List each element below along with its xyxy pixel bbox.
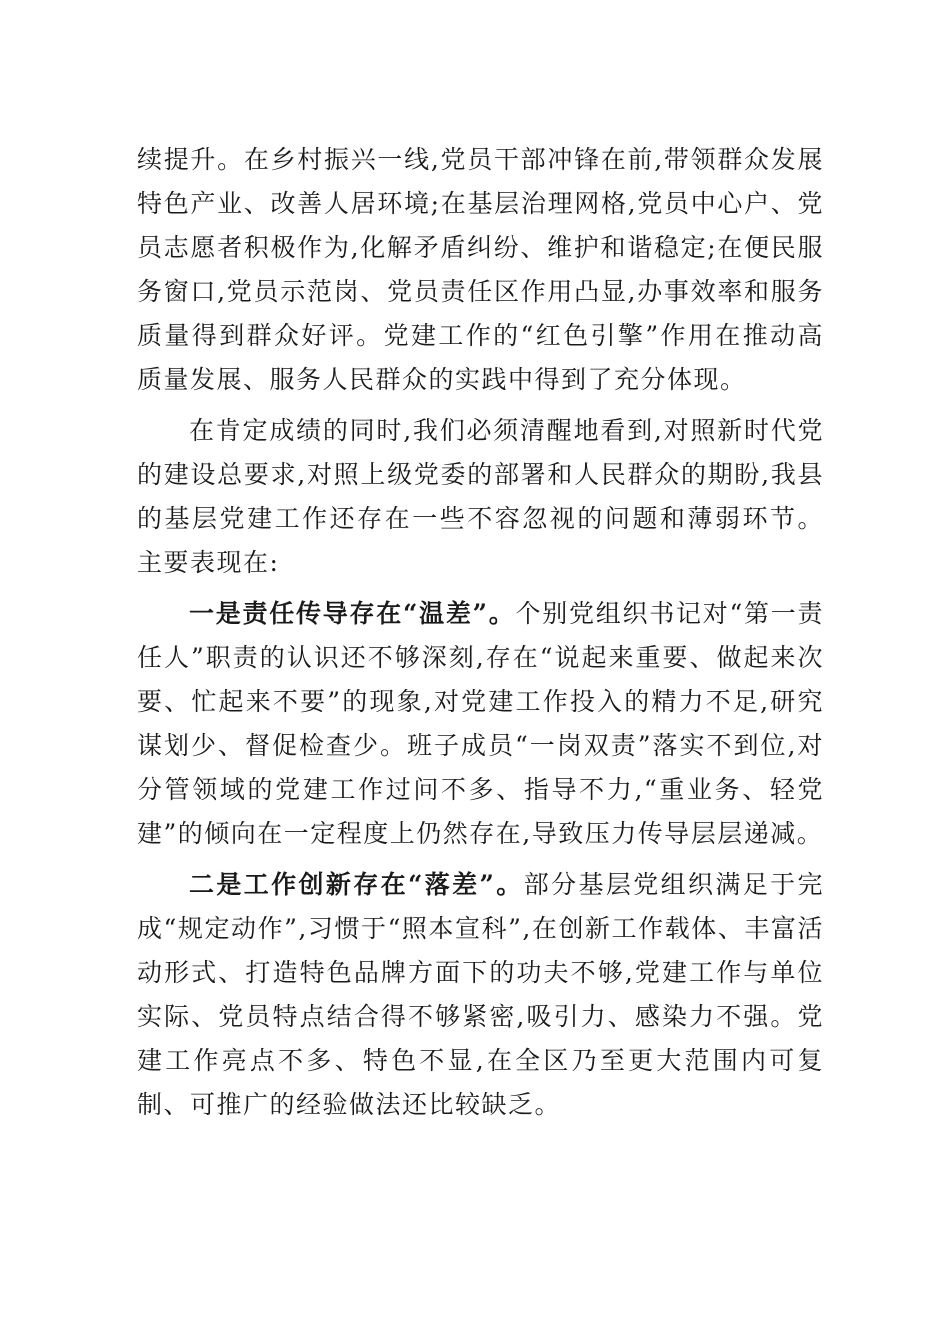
paragraph-1-text: 续提升。在乡村振兴一线,党员干部冲锋在前,带领群众发展特色产业、改善人居环境;在基层治理网格,党员中心户、党员志愿者积极作为,化解矛盾纠纷、维护和谐稳定;在便民服务窗口,党员示范岗、党员责任区作用凸显,办事效率和服务质量得到群众好评。党建工作的“红色引擎”作用在推动高质量发展、服务人民群众的实践中得到了充分体现。 bbox=[137, 145, 824, 394]
paragraph-4-lead: 二是工作创新存在“落差”。 bbox=[189, 870, 524, 899]
document-body bbox=[137, 138, 824, 1127]
paragraph-2-text: 在肯定成绩的同时,我们必须清醒地看到,对照新时代党的建设总要求,对照上级党委的部署和人民群众的期盼,我县的基层党建工作还存在一些不容忽视的问题和薄弱环节。主要表现在: bbox=[137, 416, 824, 577]
paragraph-3-lead: 一是责任传导存在“温差”。 bbox=[189, 599, 516, 628]
paragraph-4-text: 部分基层党组织满足于完成“规定动作”,习惯于“照本宣科”,在创新工作载体、丰富活动形式、打造特色品牌方面下的功夫不够,党建工作与单位实际、党员特点结合得不够紧密,吸引力、感染力不强。党建工作亮点不多、特色不显,在全区乃至更大范围内可复制、可推广的经验做法还比较缺乏。 bbox=[137, 870, 824, 1119]
paragraph-4 bbox=[137, 863, 824, 1127]
paragraph-2 bbox=[137, 409, 824, 585]
paragraph-1 bbox=[137, 138, 824, 402]
paragraph-3 bbox=[137, 592, 824, 856]
paragraph-3-text: 个别党组织书记对“第一责任人”职责的认识还不够深刻,存在“说起来重要、做起来次要、忙起来不要”的现象,对党建工作投入的精力不足,研究谋划少、督促检查少。班子成员“一岗双责”落实不到位,对分管领域的党建工作过问不多、指导不力,“重业务、轻党建”的倾向在一定程度上仍然存在,导致压力传导层层递减。 bbox=[137, 599, 824, 848]
